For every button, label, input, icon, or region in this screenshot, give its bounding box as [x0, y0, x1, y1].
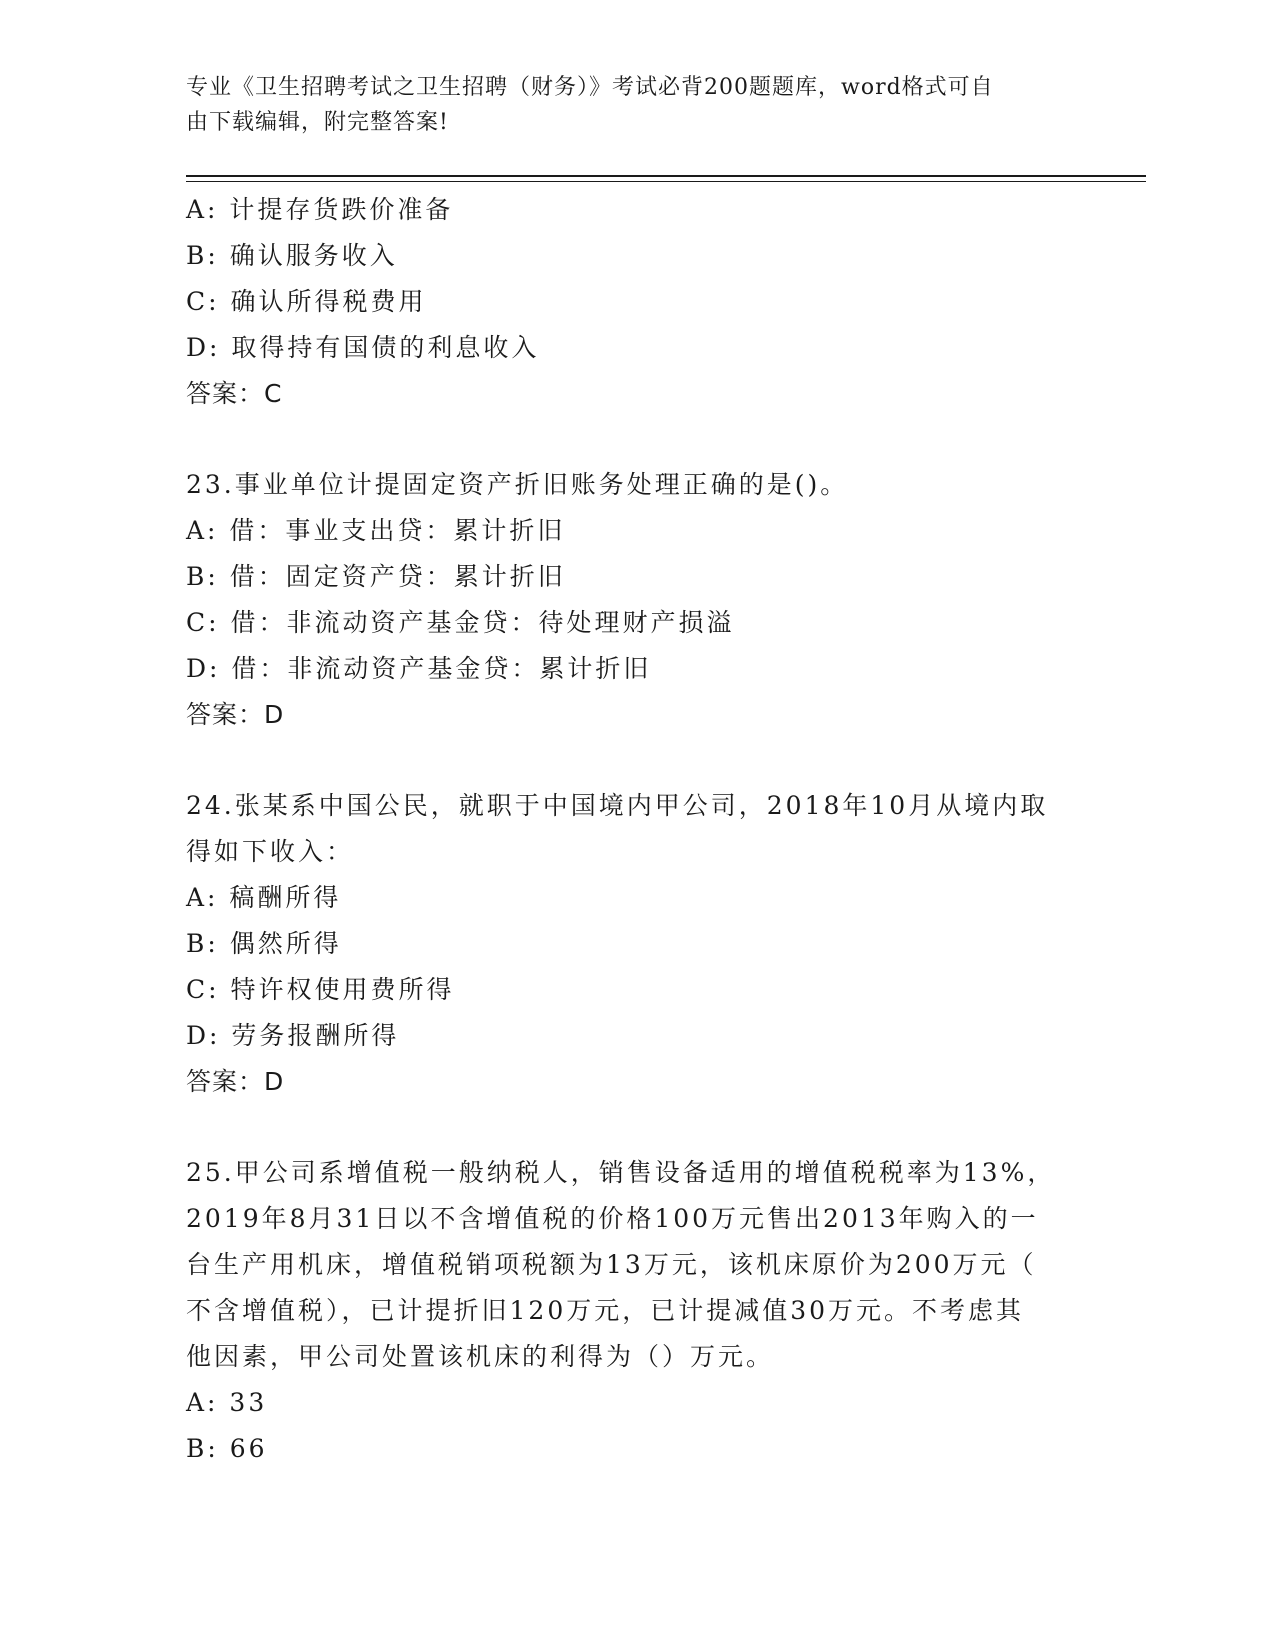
option-c: C: 确认所得税费用 — [186, 287, 427, 316]
question-text-line-1: 25.甲公司系增值税一般纳税人，销售设备适用的增值税税率为13%， — [186, 1158, 1056, 1187]
answer-line: 答案：D — [186, 700, 285, 729]
answer-line: 答案：C — [186, 379, 283, 408]
question-24-block — [186, 783, 1086, 1105]
question-text-line-2: 2019年8月31日以不含增值税的价格100万元售出2013年购入的一 — [186, 1204, 1039, 1233]
question-text-line-4: 不含增值税），已计提折旧120万元，已计提减值30万元。不考虑其 — [186, 1296, 1025, 1325]
option-d: D: 借：非流动资产基金贷：累计折旧 — [186, 654, 652, 683]
spacer — [186, 417, 1086, 462]
option-a: A: 计提存货跌价准备 — [186, 195, 454, 224]
question-text-line-5: 他因素，甲公司处置该机床的利得为（）万元。 — [186, 1342, 775, 1371]
question-text-line-3: 台生产用机床，增值税销项税额为13万元，该机床原价为200万元（ — [186, 1250, 1037, 1279]
header-divider-thin — [186, 181, 1146, 182]
option-b: B: 借：固定资产贷：累计折旧 — [186, 562, 566, 591]
question-text-line-1: 24.张某系中国公民，就职于中国境内甲公司，2018年10月从境内取 — [186, 791, 1049, 820]
question-text-line-2: 得如下收入： — [186, 837, 355, 866]
option-a: A: 33 — [186, 1388, 268, 1417]
option-d: D: 取得持有国债的利息收入 — [186, 333, 540, 362]
option-c: C: 特许权使用费所得 — [186, 975, 455, 1004]
header-title-line-1: 专业《卫生招聘考试之卫生招聘（财务）》考试必背200题题库，word格式可自 — [186, 75, 994, 100]
question-content — [186, 187, 1086, 1472]
option-b: B: 偶然所得 — [186, 929, 342, 958]
spacer — [186, 1105, 1086, 1150]
answer-line: 答案：D — [186, 1067, 285, 1096]
header-title-line-2: 由下载编辑，附完整答案! — [186, 110, 449, 135]
option-a: A: 稿酬所得 — [186, 883, 342, 912]
header-divider-thick — [186, 175, 1146, 177]
option-c: C: 借：非流动资产基金贷：待处理财产损溢 — [186, 608, 735, 637]
question-22-block — [186, 187, 1086, 417]
document-header — [186, 70, 1066, 140]
option-b: B: 确认服务收入 — [186, 241, 398, 270]
option-a: A: 借：事业支出贷：累计折旧 — [186, 516, 566, 545]
spacer — [186, 738, 1086, 783]
question-25-block — [186, 1150, 1086, 1472]
option-b: B: 66 — [186, 1434, 268, 1463]
question-text: 23.事业单位计提固定资产折旧账务处理正确的是()。 — [186, 470, 849, 499]
question-23-block — [186, 462, 1086, 738]
option-d: D: 劳务报酬所得 — [186, 1021, 400, 1050]
